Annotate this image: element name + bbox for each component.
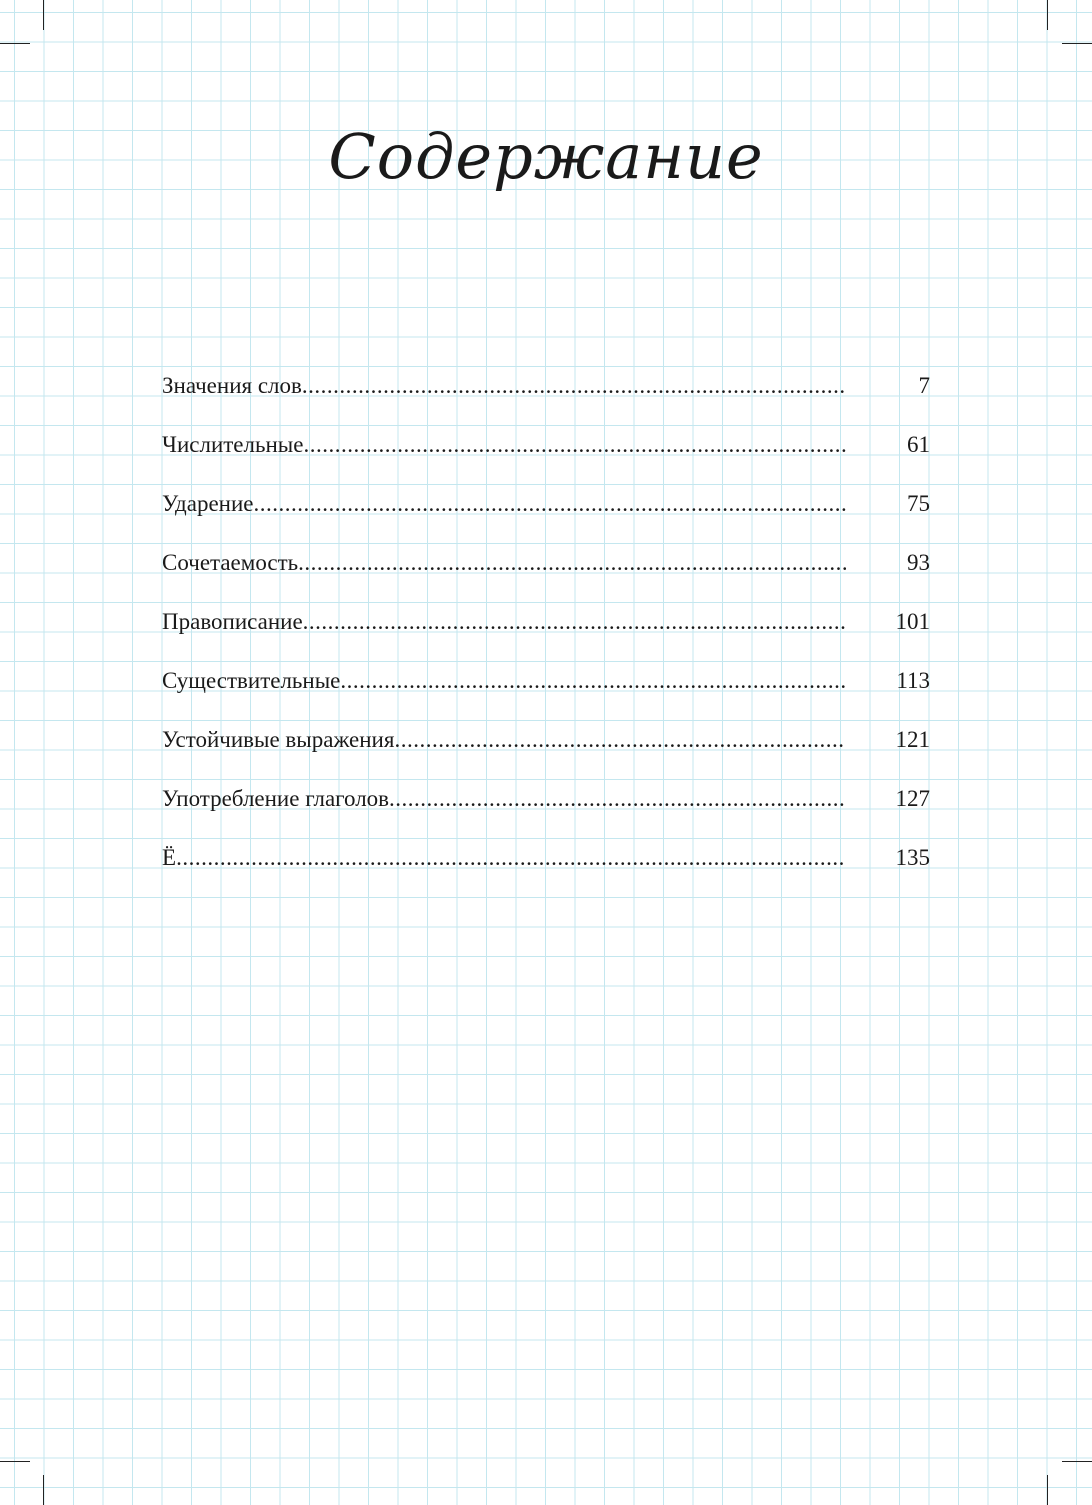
crop-mark-top-left-vertical bbox=[43, 0, 44, 30]
crop-mark-top-right-vertical bbox=[1047, 0, 1048, 30]
toc-entry-label: Ударение bbox=[162, 491, 254, 516]
toc-dot-leader bbox=[254, 474, 846, 533]
toc-entry[interactable] bbox=[162, 828, 930, 887]
crop-mark-bottom-left-horizontal bbox=[0, 1461, 30, 1462]
toc-dot-leader bbox=[340, 651, 846, 710]
crop-mark-bottom-right-horizontal bbox=[1062, 1461, 1092, 1462]
page-title: Содержание bbox=[328, 120, 764, 193]
crop-mark-bottom-right-vertical bbox=[1047, 1475, 1048, 1505]
toc-entry-label: Правописание bbox=[162, 609, 303, 634]
crop-mark-top-left-horizontal bbox=[0, 43, 30, 44]
crop-mark-top-right-horizontal bbox=[1062, 43, 1092, 44]
toc-entry-label: Числительные bbox=[162, 432, 304, 457]
toc-entry-page: 127 bbox=[895, 786, 930, 811]
toc-entry-label: Существительные bbox=[162, 668, 341, 693]
toc-entry-label: Употребление глаголов bbox=[162, 786, 390, 811]
toc-entry[interactable] bbox=[162, 533, 930, 592]
toc-entry[interactable] bbox=[162, 769, 930, 828]
toc-entry[interactable] bbox=[162, 710, 930, 769]
toc-entry[interactable] bbox=[162, 356, 930, 415]
toc-entry-label: Значения слов bbox=[162, 373, 302, 398]
crop-mark-bottom-left-vertical bbox=[43, 1475, 44, 1505]
toc-entry[interactable] bbox=[162, 474, 930, 533]
toc-entry-label: Сочетаемость bbox=[162, 550, 299, 575]
toc-entry-label: Устойчивые выражения bbox=[162, 727, 395, 752]
toc-entry-page: 121 bbox=[895, 727, 930, 752]
toc-dot-leader bbox=[298, 533, 846, 592]
toc-entry[interactable] bbox=[162, 592, 930, 651]
table-of-contents bbox=[162, 356, 930, 887]
toc-entry-page: 135 bbox=[895, 845, 930, 870]
toc-dot-leader bbox=[303, 415, 846, 474]
toc-entry-page: 7 bbox=[918, 373, 930, 398]
toc-entry-page: 101 bbox=[895, 609, 930, 634]
toc-dot-leader bbox=[176, 828, 846, 887]
toc-dot-leader bbox=[394, 710, 846, 769]
toc-dot-leader bbox=[389, 769, 846, 828]
toc-entry-label: Ё bbox=[162, 845, 177, 870]
toc-entry-page: 93 bbox=[907, 550, 930, 575]
toc-entry-page: 75 bbox=[907, 491, 930, 516]
toc-entry-page: 113 bbox=[896, 668, 930, 693]
toc-entry[interactable] bbox=[162, 651, 930, 710]
toc-entry-page: 61 bbox=[907, 432, 930, 457]
toc-dot-leader bbox=[302, 356, 846, 415]
toc-entry[interactable] bbox=[162, 415, 930, 474]
toc-dot-leader bbox=[303, 592, 846, 651]
